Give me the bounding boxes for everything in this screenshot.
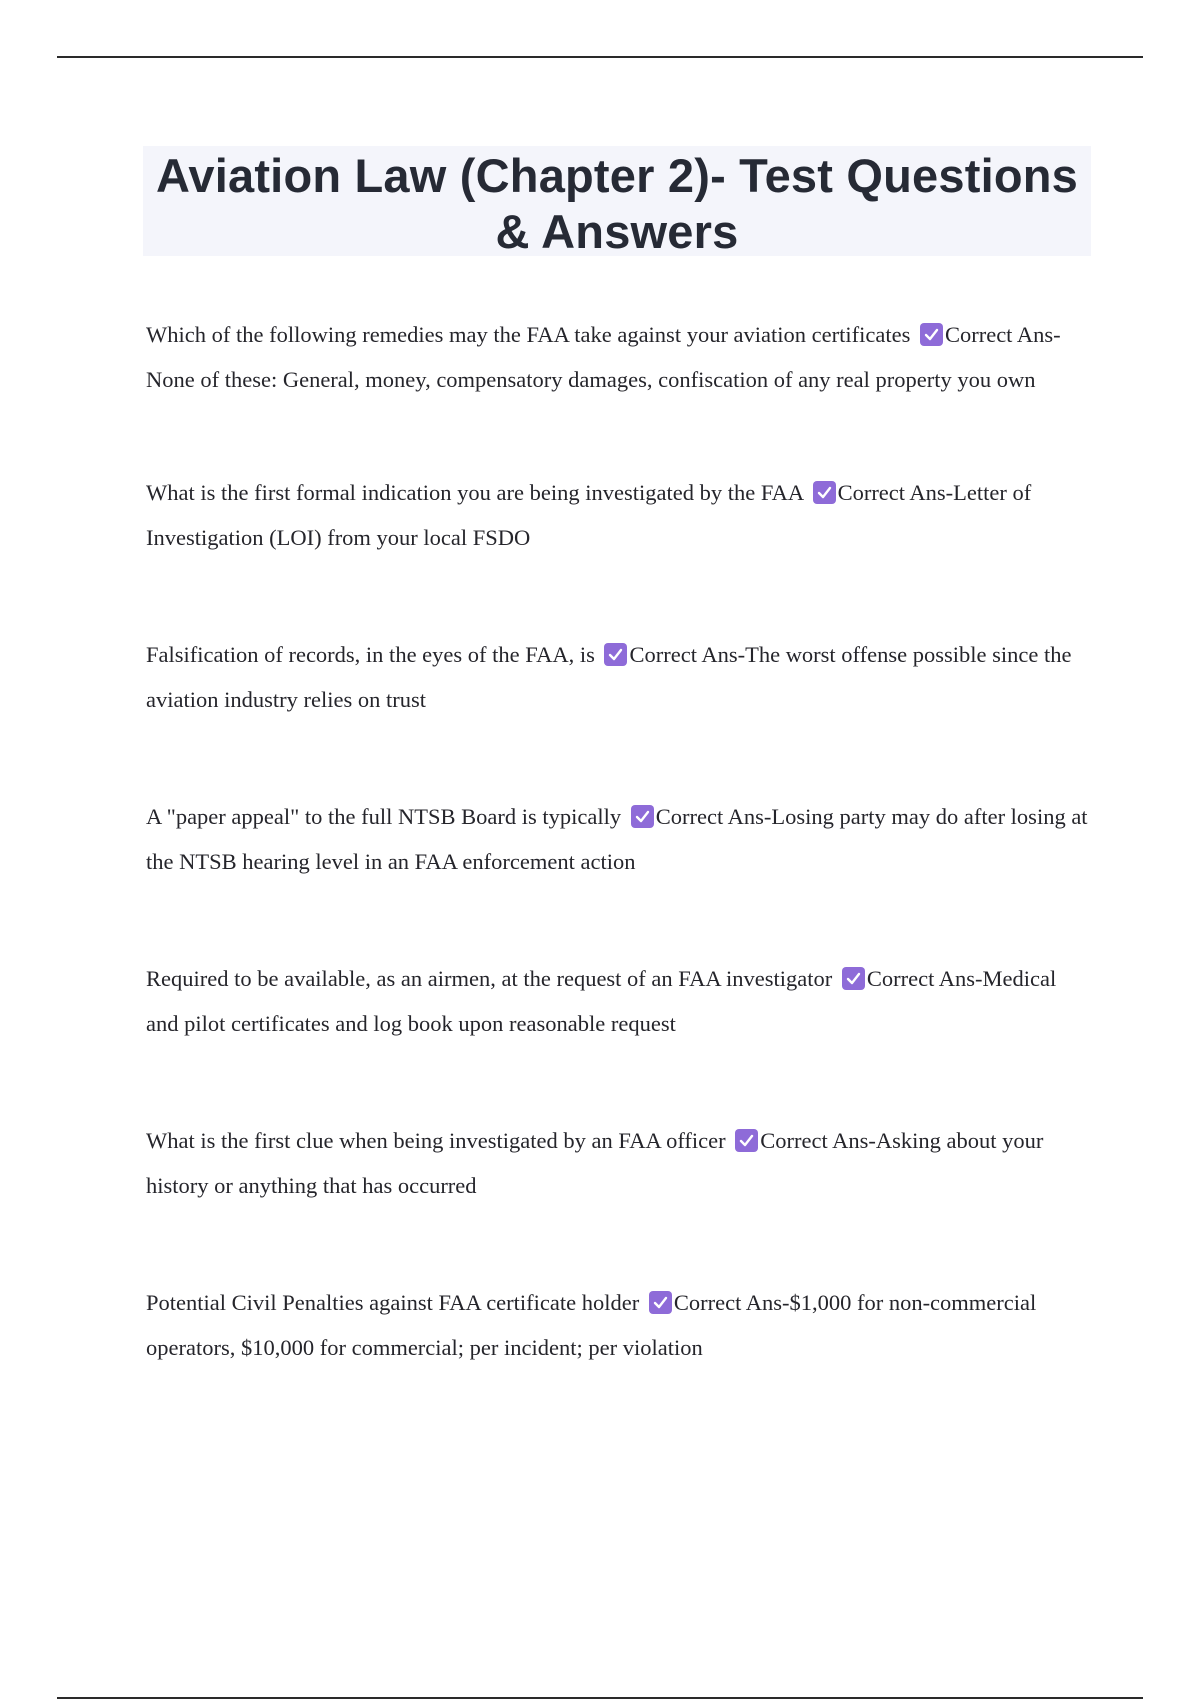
answer-text: Correct Ans-Letter of Investigation (LOI) from your local FSDO [146, 480, 1032, 550]
answer-text: Correct Ans-Losing party may do after losing at the NTSB hearing level in an FAA enforcement action [146, 804, 1088, 874]
qa-item [146, 312, 1091, 402]
page-title: Aviation Law (Chapter 2)- Test Questions & Answers [156, 149, 1078, 258]
question-text: Potential Civil Penalties against FAA certificate holder [146, 1290, 640, 1315]
question-text: Falsification of records, in the eyes of the FAA, is [146, 642, 595, 667]
top-divider [57, 56, 1143, 58]
question-text: Which of the following remedies may the FAA take against your aviation certificates [146, 322, 911, 347]
question-text: A "paper appeal" to the full NTSB Board is typically [146, 804, 622, 829]
qa-item [146, 1118, 1091, 1208]
qa-item [146, 794, 1091, 884]
check-box-icon [631, 805, 654, 828]
check-box-icon [735, 1129, 758, 1152]
check-box-icon [920, 323, 943, 346]
qa-item [146, 1280, 1091, 1370]
check-box-icon [649, 1291, 672, 1314]
qa-item [146, 956, 1091, 1046]
answer-text: Correct Ans-$1,000 for non-commercial operators, $10,000 for commercial; per incident; per violation [146, 1290, 1037, 1360]
check-box-icon [842, 967, 865, 990]
qa-item [146, 632, 1091, 722]
title-banner [143, 146, 1091, 256]
question-text: What is the first clue when being investigated by an FAA officer [146, 1128, 726, 1153]
check-box-icon [604, 643, 627, 666]
answer-text: Correct Ans-The worst offense possible since the aviation industry relies on trust [146, 642, 1072, 712]
qa-item [146, 470, 1091, 560]
bottom-divider [57, 1697, 1143, 1699]
answer-text: Correct Ans-None of these: General, money, compensatory damages, confiscation of any real property you own [146, 322, 1061, 392]
check-box-icon [813, 481, 836, 504]
question-text: Required to be available, as an airmen, at the request of an FAA investigator [146, 966, 833, 991]
answer-text: Correct Ans-Medical and pilot certificates and log book upon reasonable request [146, 966, 1057, 1036]
question-text: What is the first formal indication you are being investigated by the FAA [146, 480, 803, 505]
qa-list [146, 312, 1091, 1370]
answer-text: Correct Ans-Asking about your history or anything that has occurred [146, 1128, 1044, 1198]
